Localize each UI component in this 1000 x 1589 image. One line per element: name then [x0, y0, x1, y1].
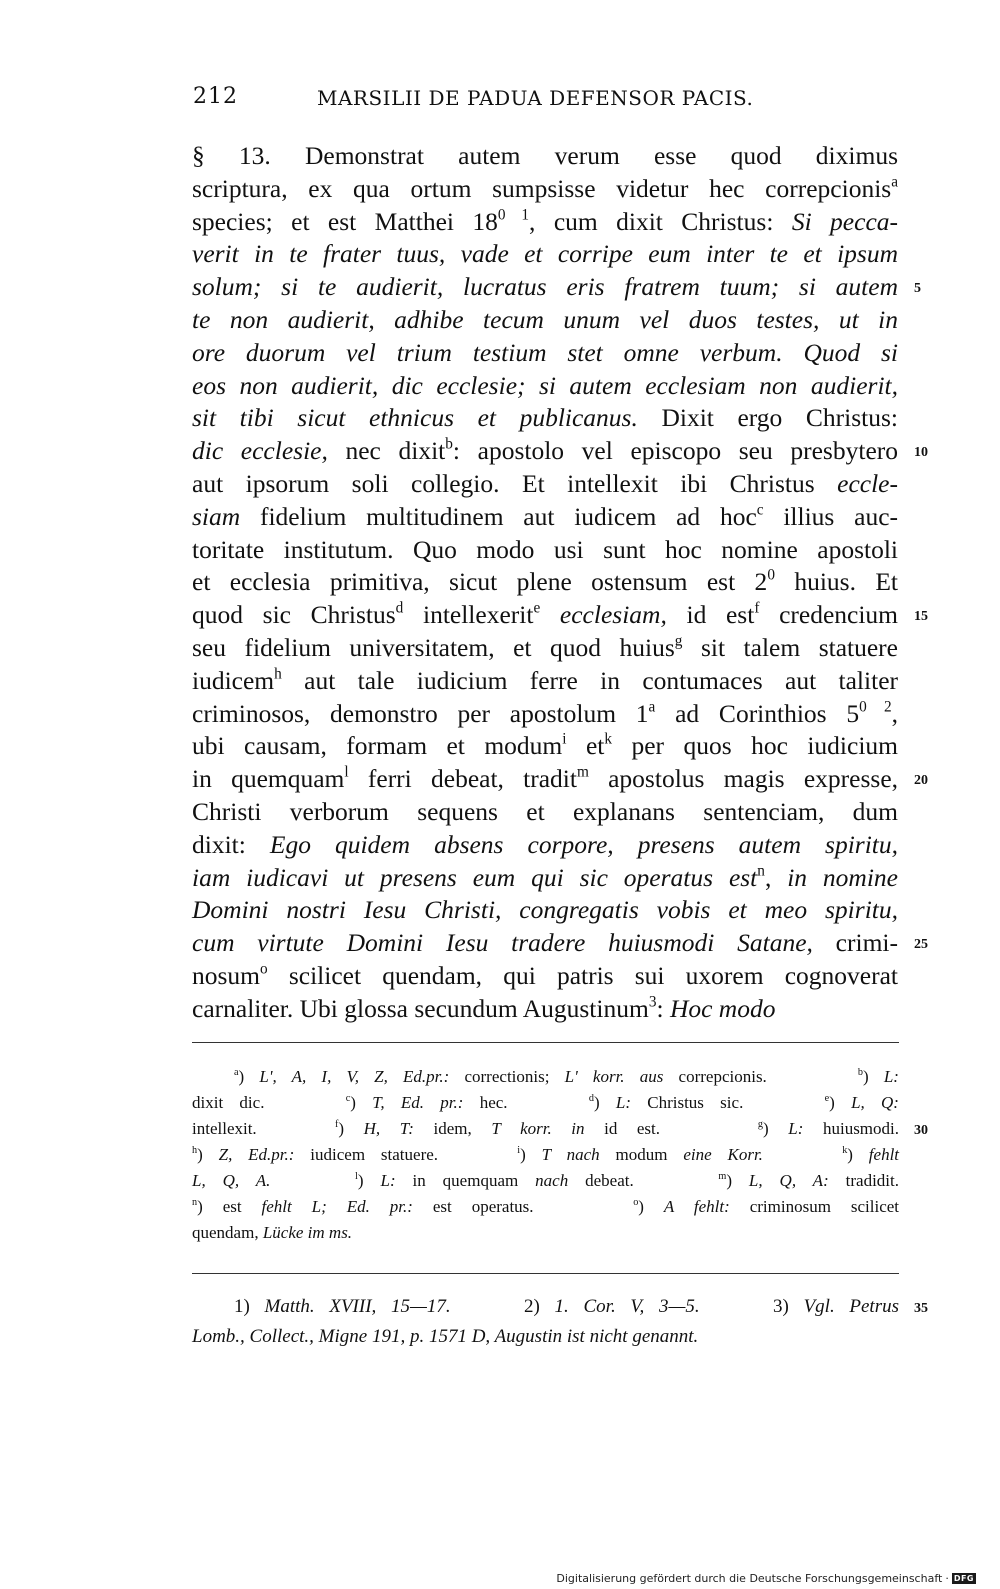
- line-number: 30: [914, 1123, 928, 1138]
- text-line: iudicem$^h$ aut tale iudicium ferre in contumaces aut taliter: [192, 665, 898, 695]
- text-line: quod sic Christus$^d$ intellexerit$^e$ ecclesiam, id est$^f$ credencium: [192, 599, 899, 630]
- text-line: scriptura, ex qua ortum sumpsisse videtur hec correpcionis$^a$: [192, 173, 898, 203]
- running-title: MARSILII DE PADUA DEFENSOR PACIS.: [317, 86, 754, 110]
- digitization-credit: Digitalisierung gefördert durch die Deutsche Forschungsgemeinschaft · DFG: [556, 1572, 974, 1585]
- line-number: 15: [914, 609, 928, 625]
- text-line: eos non audierit, dic ecclesie; si autem ecclesiam non audierit,: [192, 370, 898, 400]
- apparatus-line: $^n$) est fehlt L; Ed. pr.: est operatus. $^o$) A fehlt: criminosum scilicet: [192, 1196, 900, 1216]
- line-number: 5: [914, 281, 921, 297]
- text-line: verit in te frater tuus, vade et corripe eum inter te et ipsum: [192, 239, 898, 269]
- apparatus-line: intellexit. $^f$) H, T: idem, T korr. in id est. $^g$) L: huiusmodi.: [192, 1118, 900, 1138]
- line-number: 10: [914, 445, 928, 461]
- text-line: criminosos, demonstro per apostolum 1$^a$ ad Corinthios $5^{0 2}$,: [192, 697, 899, 728]
- apparatus-divider: [192, 1042, 899, 1043]
- text-line: siam fidelium multitudinem aut iudicem ad hoc$^c$ illius auc-: [192, 501, 898, 531]
- apparatus-line: L, Q, A. $^l$) L: in quemquam nach debeat. $^m$) L, Q, A: tradidit.: [192, 1170, 900, 1190]
- credit-text: Digitalisierung gefördert durch die Deutsche Forschungsgemeinschaft: [556, 1572, 943, 1585]
- text-line: in quemquam$^l$ ferri debeat, tradit$^m$ apostolus magis expresse,: [192, 763, 899, 794]
- line-number: 20: [914, 773, 928, 789]
- apparatus-line: dixit dic. $^c$) T, Ed. pr.: hec. $^d$) L: Christus sic. $^e$) L, Q:: [192, 1092, 899, 1112]
- line-number: 35: [914, 1301, 928, 1316]
- text-line: sit tibi sicut ethnicus et publicanus. Dixit ergo Christus:: [192, 403, 898, 433]
- apparatus-line: $^a$) L', A, I, V, Z, Ed.pr.: correctionis; L' korr. aus correpcionis. $^b$) L:: [234, 1066, 899, 1086]
- text-line: dic ecclesie, nec dixit$^b$: apostolo vel episcopo seu presbytero: [192, 435, 898, 466]
- text-line: Christi verborum sequens et explanans sentenciam, dum: [192, 797, 898, 826]
- text-line: ubi causam, formam et modum$^i$ $et^k$ per quos hoc iudicium: [192, 730, 899, 761]
- text-line: § 13. Demonstrat autem verum esse quod diximus: [192, 141, 898, 170]
- text-line: seu fidelium universitatem, et quod huius$^g$ sit talem statuere: [192, 632, 898, 662]
- reference-line: 1) Matth. XVIII, 15—17. 2) 1. Cor. V, 3—5. 3) Vgl. Petrus: [234, 1296, 899, 1317]
- dfg-logo: DFG: [953, 1574, 974, 1583]
- apparatus-line: $^h$) Z, Ed.pr.: iudicem statuere. $^i$) T nach modum eine Korr. $^k$) fehlt: [192, 1144, 900, 1164]
- text-line: ore duorum vel trium testium stet omne verbum. Quod si: [192, 337, 898, 367]
- running-header: [193, 84, 899, 116]
- references-divider: [192, 1273, 899, 1274]
- text-line: cum virtute Domini Iesu tradere huiusmodi Satane, crimi-: [192, 928, 898, 958]
- text-line: Domini nostri Iesu Christi, congregatis vobis et meo spiritu,: [192, 895, 898, 925]
- apparatus-line: quendam, Lücke im ms.: [192, 1223, 353, 1242]
- text-line: te non audierit, adhibe tecum unum vel duos testes, ut in: [192, 305, 898, 334]
- text-line: species; et est Matthei $18^{0 1}$, cum dixit Christus: Si pecca-: [192, 205, 898, 236]
- page-number: 212: [193, 84, 238, 109]
- text-line: carnaliter. Ubi glossa secundum Augustinum$^3$: Hoc modo: [192, 993, 776, 1023]
- text-line: aut ipsorum soli collegio. Et intellexit ibi Christus eccle-: [192, 469, 898, 498]
- text-line: dixit: Ego quidem absens corpore, presens autem spiritu,: [192, 829, 898, 859]
- text-line: toritate institutum. Quo modo usi sunt hoc nomine apostoli: [192, 534, 898, 564]
- text-line: nosum$^o$ scilicet quendam, qui patris sui uxorem cognoverat: [192, 960, 898, 990]
- line-number: 25: [914, 937, 928, 953]
- text-line: et ecclesia primitiva, sicut plene ostensum est $2^0$ huius. Et: [192, 566, 898, 597]
- text-line: solum; si te audierit, lucratus eris fratrem tuum; si autem: [192, 272, 898, 302]
- reference-line: Lomb., Collect., Migne 191, p. 1571 D, Augustin ist nicht genannt.: [192, 1326, 699, 1347]
- text-line: iam iudicavi ut presens eum qui sic operatus est$^n$, in nomine: [192, 861, 898, 892]
